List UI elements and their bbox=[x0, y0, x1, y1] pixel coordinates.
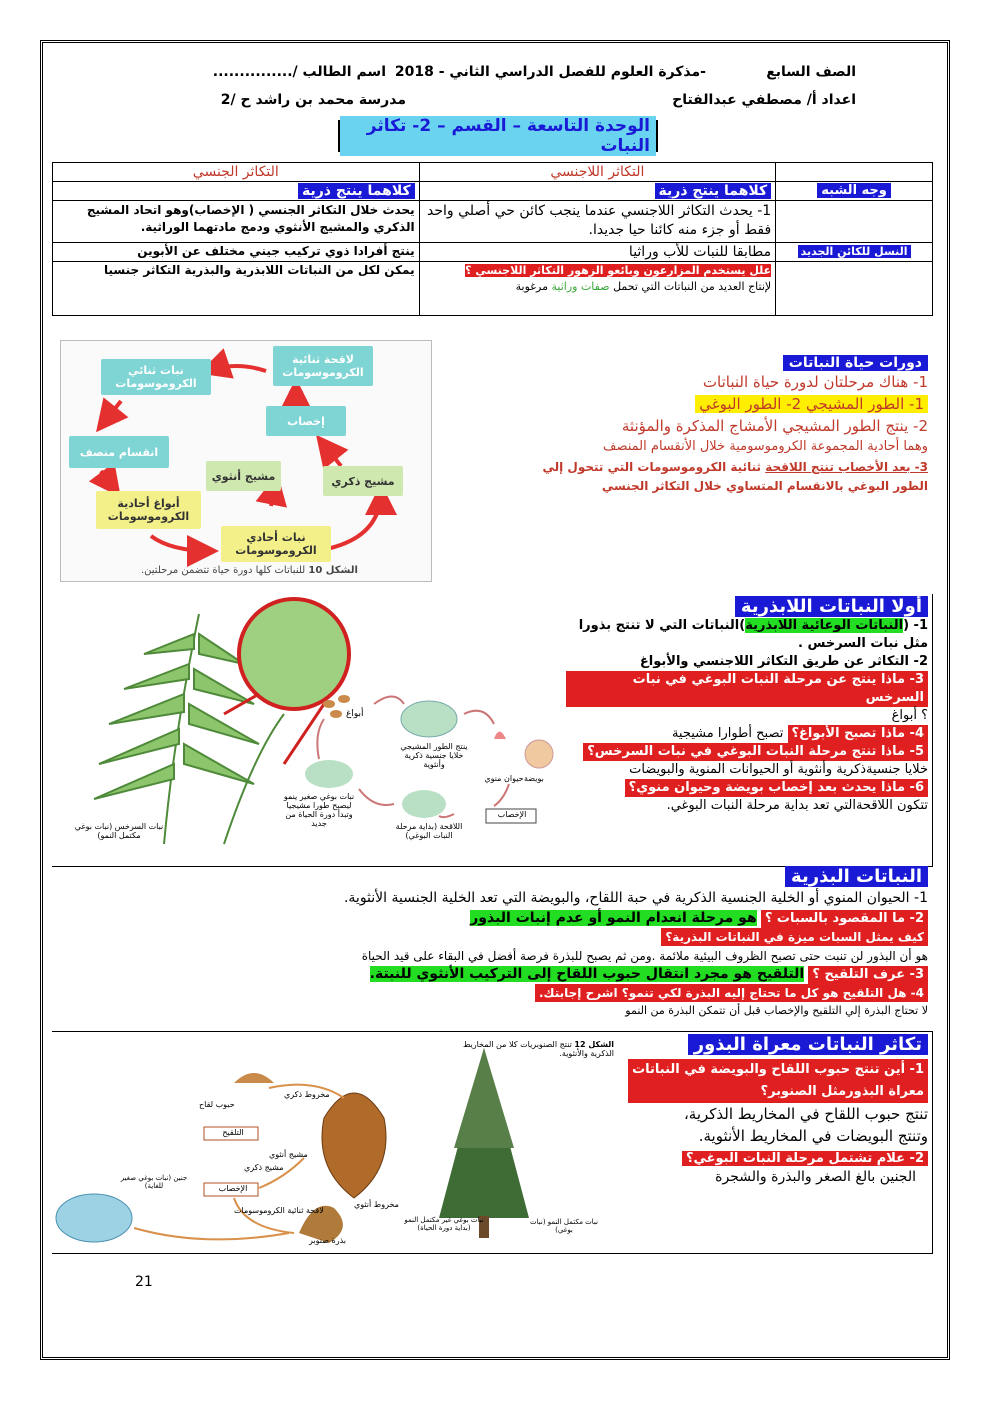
label-young-sporophyte: نبات بوغي صغير ينمو ليصبح طورا مشيجيا وتبدأ دورة الحياة من جديد bbox=[283, 792, 355, 828]
gymno-section bbox=[628, 1034, 928, 1188]
seedless-line1-a: 1- ( bbox=[903, 618, 928, 633]
header-prepared: اعداد أ/ مصطفي عبدالفتاح bbox=[672, 92, 856, 108]
label-egg: بويضة bbox=[524, 774, 544, 783]
seedless-a6: تتكون اللاقحةالتي تعد بداية مرحلة النبات البوغي. bbox=[666, 798, 928, 813]
seed-line1: 1- الحيوان المنوي أو الخلية الجنسية الذكرية في حبة اللقاح، والبويضة التي تعد الخلية الجنسية الأنثوية. bbox=[343, 890, 928, 906]
node-meiosis: انقسام منصف bbox=[69, 436, 169, 468]
row2-sexual: يحدث خلال التكاثر الجنسي ( الإخصاب)وهو اتحاد المشيج الذكري والمشيج الأنثوي ودمج مادتهما الوراثية. bbox=[53, 201, 420, 243]
table-row bbox=[53, 201, 933, 243]
seed-a3: التلقيح هو مجرد انتقال حبوب اللقاح إلى التركيب الأنثوي للنبتة. bbox=[369, 966, 805, 982]
label-seed: بذرة صنوبر bbox=[309, 1236, 347, 1245]
seed-a-adv: هو أن البذور لن تنبت حتى تصبح الظروف البيئية ملائمة .ومن ثم يصبح للبذرة فرصة أفضل في البقاء على قيد الحياة bbox=[361, 949, 928, 963]
seed-a4: لا تحتاج البذرة إلي التلقيح والإخصاب قبل أن تتمكن البذرة من النمو bbox=[625, 1004, 928, 1017]
table-row bbox=[53, 163, 933, 182]
seedless-line1-b: النباتات الوعائية اللابذرية bbox=[745, 618, 904, 633]
row4-answer-a: لإنتاج العديد من النباتات التي تحمل bbox=[613, 280, 772, 293]
label-male-cone: مخروط ذكري bbox=[284, 1090, 330, 1099]
col-sexual: التكاثر الجنسي bbox=[53, 163, 420, 182]
node-spores: أبواغ أحادية الكروموسومات bbox=[96, 491, 201, 529]
cycle-line6: الطور البوغي بالانقسام المتساوي خلال التكاثر الجنسي bbox=[601, 479, 928, 493]
seedless-a3: ؟ أبواغ bbox=[891, 708, 928, 723]
pine-caption-label: الشكل 12 bbox=[574, 1040, 614, 1049]
seed-q-adv: كيف يمثل السبات ميزة في النباتات البذرية؟ bbox=[661, 928, 928, 946]
unit-title-box bbox=[338, 116, 658, 156]
page-number: 21 bbox=[135, 1274, 153, 1290]
header-memo: -مذكرة العلوم للفصل الدراسي الثاني - 2018 bbox=[394, 64, 706, 80]
divider bbox=[52, 1031, 933, 1032]
pine-caption bbox=[444, 1040, 614, 1058]
label-zygote: لاقحة ثنائية الكروموسومات bbox=[234, 1206, 324, 1215]
gymno-q2: 2- علام تشتمل مرحلة النبات البوغي؟ bbox=[682, 1151, 928, 1166]
label-female-gamete: مشيج أنثوي bbox=[269, 1150, 308, 1159]
label-female-cone: مخروط أنثوي bbox=[354, 1200, 399, 1209]
seed-q4: 4- هل التلقيح هو كل ما تحتاج إليه البذرة لكي تنمو؟ اشرح إجابتك. bbox=[535, 984, 928, 1002]
pine-caption-text: تنتج الصنوبريات كلا من المخاريط الذكرية والأنثوية. bbox=[462, 1040, 614, 1058]
cycle-line2: 1- الطور المشيجي 2- الطور البوغي bbox=[695, 395, 928, 413]
row4-answer-b: صفات وراثية bbox=[551, 280, 610, 293]
gymno-title: تكاثر النباتات معراة البذور bbox=[688, 1034, 928, 1055]
pine-figure bbox=[54, 1038, 614, 1250]
node-male-gamete: مشيج ذكري bbox=[323, 466, 403, 496]
row1-label: وجه الشبه bbox=[817, 183, 891, 198]
seedless-q3: 3- ماذا ينتج عن مرحلة النبات البوغي في نبات السرخس bbox=[566, 671, 928, 707]
table-cell bbox=[776, 182, 933, 201]
table-cell bbox=[776, 243, 933, 262]
seed-a2: هو مرحلة انعدام النمو أو عدم إنبات البذور bbox=[470, 910, 757, 926]
table-cell bbox=[776, 262, 933, 316]
table-cell bbox=[776, 163, 933, 182]
label-spores: أبواغ bbox=[346, 709, 364, 719]
table-row bbox=[53, 243, 933, 262]
table-cell bbox=[419, 262, 776, 316]
table-cell bbox=[53, 182, 420, 201]
label-seedling: نبات بوغي غير مكتمل النمو (بداية دورة الحياة) bbox=[404, 1216, 484, 1232]
table-cell bbox=[419, 182, 776, 201]
row4-sexual: يمكن لكل من النباتات اللابذرية والبذرية التكاثر جنسيا bbox=[53, 262, 420, 316]
seedless-q6: 6- ماذا يحدث بعد إخصاب بويضة وحيوان منوي؟ bbox=[625, 779, 928, 797]
node-fertilization: إخصاب bbox=[266, 406, 346, 436]
fern-figure bbox=[54, 594, 557, 860]
cycle-line1: 1- هناك مرحلتان لدورة حياة النباتات bbox=[702, 373, 928, 391]
cycle-line4: وهما أحادية المجموعة الكروموسومية خلال الأنقسام المنصف bbox=[603, 439, 928, 454]
divider bbox=[932, 594, 933, 866]
caption-label: الشكل 10 bbox=[308, 565, 358, 576]
figure-caption bbox=[141, 565, 358, 576]
label-pollination: التلقيح bbox=[222, 1128, 244, 1137]
gymno-a1a: تنتج حبوب اللقاح في المخاريط الذكرية، bbox=[683, 1105, 928, 1123]
header-school: مدرسة محمد بن راشد ح /2 bbox=[220, 92, 406, 108]
label-fern: نبات السرخس (نبات بوغي مكتمل النمو) bbox=[74, 822, 164, 840]
row3-sexual: ينتج أفرادا ذوي تركيب جيني مختلف عن الأبوين bbox=[53, 243, 420, 262]
seedless-a5: خلايا جنسيةذكرية وأنثوية أو الحيوانات المنوية والبويضات bbox=[629, 762, 928, 777]
cycle-line5 bbox=[458, 457, 928, 477]
gymno-q1: 1- أين تنتج حبوب اللقاح والبويضة في النباتات معراة البذورمثل الصنوبر؟ bbox=[628, 1059, 928, 1103]
seedless-title: أولا النباتات اللابذرية bbox=[735, 596, 928, 617]
gymno-a2: الجنين بالغ الصغر والبذرة والشجرة bbox=[715, 1169, 916, 1185]
label-fertilization: الإخصاب bbox=[218, 1184, 248, 1193]
seed-q2: 2- ما المقصود بالسبات ؟ bbox=[761, 910, 928, 928]
seedless-line2: 2- التكاثر عن طريق التكاثر اللاجنسي والأبواغ bbox=[639, 654, 928, 669]
node-female-gamete: مشيج أنثوي bbox=[206, 461, 281, 491]
node-zygote: لاقحة ثنائية الكروموسومات bbox=[273, 346, 373, 386]
divider bbox=[52, 1253, 933, 1254]
table-row bbox=[53, 182, 933, 201]
caption-text: للنباتات كلها دورة حياة تتضمن مرحلتين. bbox=[141, 565, 306, 576]
seedless-a4: تصبح أطوارا مشيجية bbox=[671, 726, 784, 741]
header-grade: الصف السابع bbox=[766, 64, 856, 80]
label-zygote: اللاقحة (بداية مرحلة النبات البوغي) bbox=[395, 822, 463, 840]
node-diploid-plant: نبات ثنائي الكروموسومات bbox=[101, 359, 211, 395]
label-sperm: حيوان منوي bbox=[484, 774, 524, 783]
header-student: اسم الطالب /............... bbox=[212, 64, 386, 80]
unit-title: الوحدة التاسعة – القسم – 2- تكاثر النبات bbox=[340, 116, 656, 156]
col-asexual: التكاثر اللاجنسي bbox=[419, 163, 776, 182]
row4-answer-c: مرغوبة bbox=[515, 280, 548, 293]
seed-section bbox=[62, 866, 928, 1019]
cycle-line5-b: ثنائية الكروموسومات التي تتحول إلي bbox=[542, 460, 761, 474]
seedless-line1-c: )النباتات التي لا تنتج بذورا مثل نبات السرخس . bbox=[578, 618, 928, 651]
table-cell bbox=[776, 201, 933, 243]
seed-title: النباتات البذرية bbox=[785, 866, 928, 887]
comparison-table bbox=[52, 162, 933, 316]
gymno-a1b: وتنتج البويضات في المخاريط الأنثوية. bbox=[698, 1127, 928, 1145]
cycle-section bbox=[458, 352, 928, 495]
row1-asexual: كلاهما ينتج ذرية bbox=[655, 183, 772, 199]
seedless-line1 bbox=[566, 617, 928, 653]
seedless-section bbox=[566, 596, 928, 815]
label-gametophyte: ينتج الطور المشيجي خلايا جنسية ذكرية وأنثوية bbox=[400, 742, 468, 769]
node-haploid-plant: نبات أحادي الكروموسومات bbox=[221, 526, 331, 562]
seedless-q5: 5- ماذا تنتج مرحلة النبات البوغي في نبات السرخس؟ bbox=[583, 743, 928, 761]
seedless-q4: 4- ماذا تصبح الأبواغ؟ bbox=[788, 725, 929, 743]
row3-asexual: مطابقا للنبات للأب وراثيا bbox=[419, 243, 776, 262]
row4-question: علل يستخدم المزارعون وبائعو الزهور التكاثر اللاجنسي ؟ bbox=[465, 264, 772, 277]
row3-label: النسل للكائن الجديد bbox=[798, 245, 911, 258]
label-tree: نبات مكتمل النمو (نبات بوغي) bbox=[530, 1218, 598, 1234]
table-row bbox=[53, 262, 933, 316]
cycle-title: دورات حياة النباتات bbox=[783, 355, 928, 371]
label-embryo: جنين (نبات بوغي صغير للغاية) bbox=[120, 1174, 188, 1190]
cycle-line5-a: 3- بعد الأخصاب تنتج اللاقحة bbox=[765, 460, 928, 474]
label-fertilization: الإخصاب bbox=[497, 810, 527, 819]
divider bbox=[932, 1031, 933, 1253]
label-pollen: حبوب لقاح bbox=[199, 1100, 235, 1109]
cycle-line3: 2- ينتج الطور المشيجي الأمشاج المذكرة والمؤنثة bbox=[621, 417, 928, 435]
seed-q3: 3- عرف التلقيح ؟ bbox=[808, 966, 928, 984]
row1-sexual: كلاهما ينتج ذرية bbox=[298, 183, 415, 199]
label-male-gamete: مشيج ذكري bbox=[244, 1163, 284, 1172]
row2-asexual: 1- يحدث التكاثر اللاجنسي عندما ينجب كائن حي أصلي واحد فقط أو جزء منه كائنا حيا جديدا. bbox=[419, 201, 776, 243]
life-cycle-figure bbox=[60, 340, 432, 582]
